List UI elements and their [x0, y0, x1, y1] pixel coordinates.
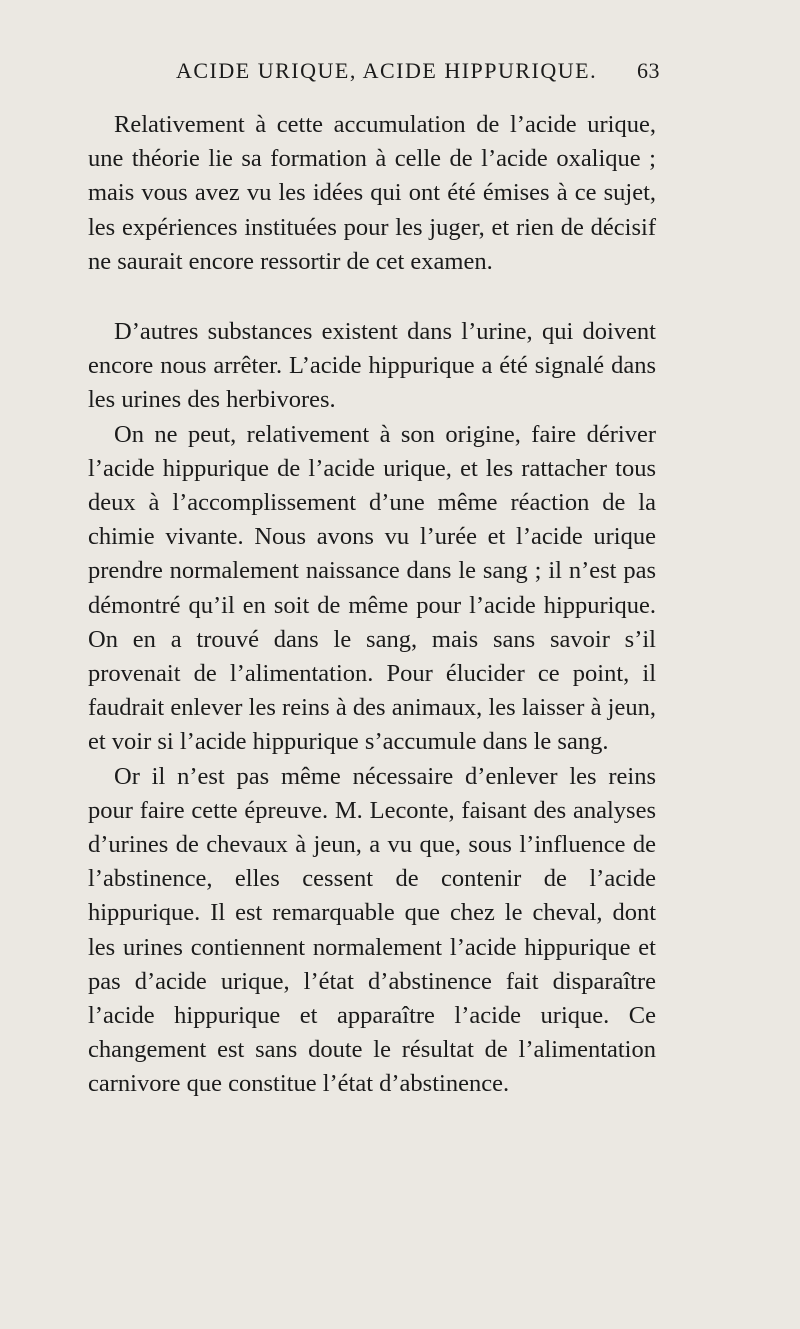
running-head [176, 58, 660, 98]
paragraph-4: Or il n’est pas même nécessaire d’enlever les reins pour faire cette épreuve. M. Leconte, faisant des analyses d’urines de chevaux à jeun, a vu que, sous l’influence de l’abstinence, elles cessent de contenir de l’acide hippurique. Il est remarquable que chez le cheval, dont les urines contiennent normalement l’acide hippurique et pas d’acide urique, l’état d’abstinence fait disparaître l’acide hippurique et apparaître l’acide urique. Ce changement est sans doute le résultat de l’alimentation carnivore que constitue l’état d’abstinence. [88, 762, 656, 1098]
paragraph-1: Relativement à cette accumulation de l’acide urique, une théorie lie sa formation à celle de l’acide oxalique ; mais vous avez vu les idées qui ont été émises à ce sujet, les expériences instituées pour les juger, et rien de décisif ne saurait encore ressortir de cet examen. [88, 111, 656, 275]
paragraph-2: D’autres substances existent dans l’urine, qui doivent encore nous arrêter. L’acide hippurique a été signalé dans les urines des herbivores. [88, 318, 656, 414]
paragraph-3: On ne peut, relativement à son origine, faire dériver l’acide hippurique de l’acide urique, et les rattacher tous deux à l’accomplissement d’une même réaction de la chimie vivante. Nous avons vu l’urée et l’acide urique prendre normalement naissance dans le sang ; il n’est pas démontré qu’il en soit de même pour l’acide hippurique. On en a trouvé dans le sang, mais sans savoir s’il provenait de l’alimentation. Pour élucider ce point, il faudrait enlever les reins à des animaux, les laisser à jeun, et voir si l’acide hippurique s’accumule dans le sang. [88, 420, 656, 756]
running-title: ACIDE URIQUE, ACIDE HIPPURIQUE. [176, 58, 598, 83]
body-text [88, 108, 656, 1102]
page-number: 63 [637, 58, 660, 83]
